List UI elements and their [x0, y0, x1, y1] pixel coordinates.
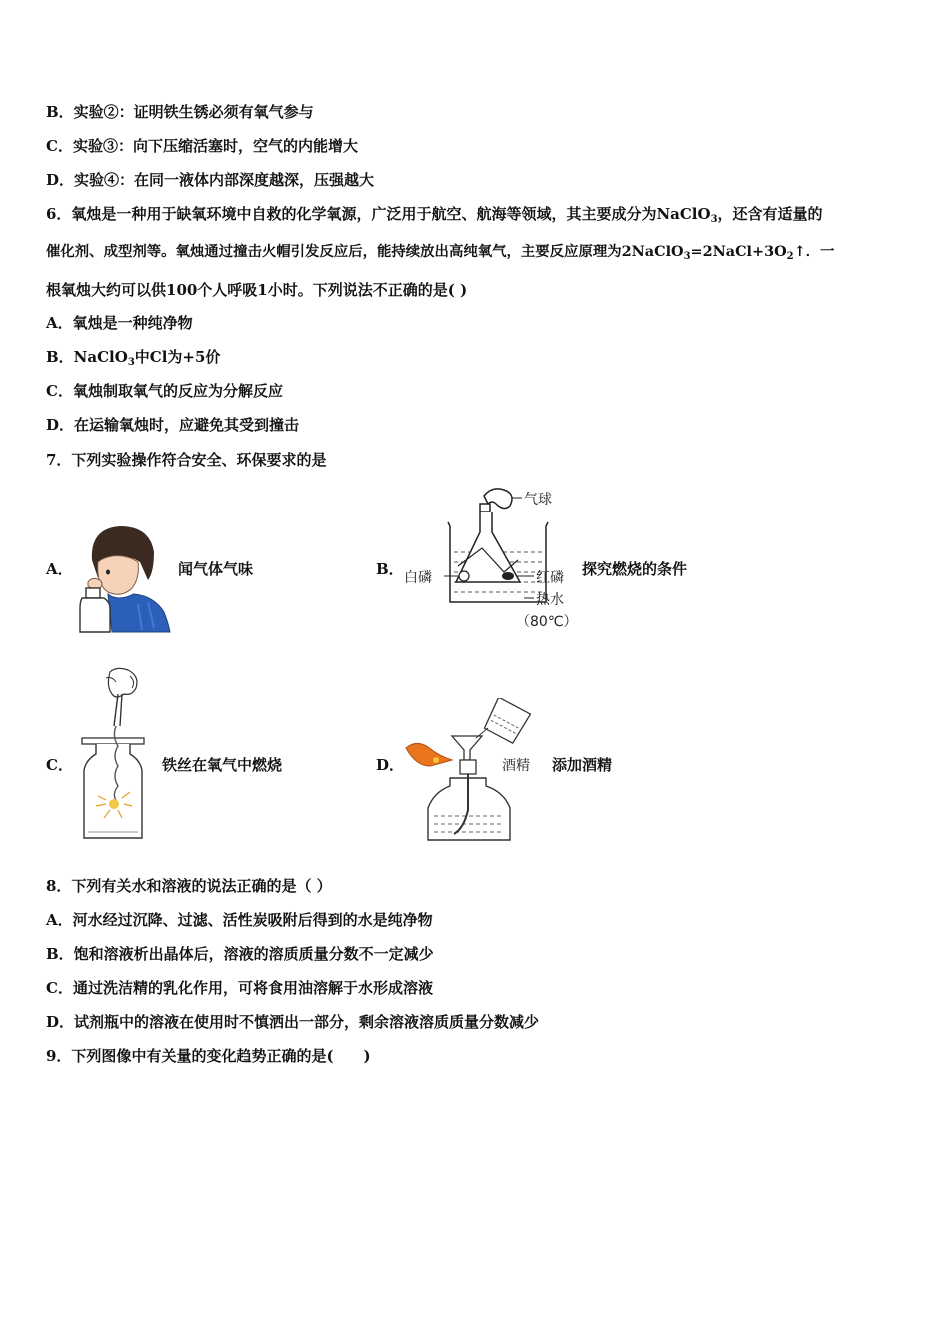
q7-option-d-label: D．: [376, 756, 405, 774]
q7-option-a-caption: 闻气体气味: [178, 560, 254, 578]
q6-option-b: B．NaClO$_3$中Cl为+5价: [46, 348, 221, 368]
iron-wire-burning-figure: [76, 666, 156, 842]
q6-stem-line1: 6．氧烛是一种用于缺氧环境中自救的化学氧源，广泛用于航空、航海等领域，其主要成分为NaClO$_3$，还含有适量的: [46, 205, 823, 225]
q6-stem-line3: 根氧烛大约可以供100个人呼吸1小时。下列说法不正确的是( ): [46, 281, 468, 299]
q7-option-a-label: A．: [46, 560, 73, 578]
q7-option-b-caption: 探究燃烧的条件: [582, 560, 688, 578]
q8-option-a: A．河水经过沉降、过滤、活性炭吸附后得到的水是纯净物: [46, 911, 433, 929]
q6-option-c: C．氧烛制取氧气的反应为分解反应: [46, 382, 283, 400]
balloon-label: 气球: [524, 492, 552, 508]
q9-stem: 9．下列图像中有关量的变化趋势正确的是( ): [46, 1047, 371, 1065]
q7-stem: 7．下列实验操作符合安全、环保要求的是: [46, 451, 327, 469]
q6-stem-line2: 催化剂、成型剂等。氧烛通过撞击火帽引发反应后，能持续放出高纯氧气，主要反应原理为$2NaClO_3=2NaCl+3O_2↑$．一: [46, 243, 835, 262]
temperature-label: （80℃）: [516, 614, 578, 630]
q7-option-c-caption: 铁丝在氧气中燃烧: [162, 756, 283, 774]
white-phosphorus-label: 白磷: [404, 570, 432, 586]
q5-option-b: B．实验②：证明铁生锈必须有氧气参与: [46, 103, 314, 121]
q7-option-c-label: C．: [46, 756, 73, 774]
hot-water-label: 热水: [536, 592, 564, 608]
q6-option-a: A．氧烛是一种纯净物: [46, 314, 193, 332]
adding-alcohol-figure: [404, 698, 538, 842]
q8-option-d: D．试剂瓶中的溶液在使用时不慎洒出一部分，剩余溶液溶质质量分数减少: [46, 1013, 540, 1031]
q8-option-b: B．饱和溶液析出晶体后，溶液的溶质质量分数不一定减少: [46, 945, 434, 963]
q5-option-d: D．实验④：在同一液体内部深度越深，压强越大: [46, 171, 375, 189]
q7-option-b-label: B．: [376, 560, 404, 578]
q8-stem: 8．下列有关水和溶液的说法正确的是（ ）: [46, 877, 332, 895]
q7-option-d-caption: 添加酒精: [552, 756, 613, 774]
smelling-gas-figure: [78, 522, 174, 634]
red-phosphorus-label: 红磷: [536, 570, 564, 586]
q6-option-d: D．在运输氧烛时，应避免其受到撞击: [46, 416, 300, 434]
q5-option-c: C．实验③：向下压缩活塞时，空气的内能增大: [46, 137, 358, 155]
q8-option-c: C．通过洗洁精的乳化作用，可将食用油溶解于水形成溶液: [46, 979, 433, 997]
alcohol-label: 酒精: [502, 758, 530, 774]
combustion-conditions-figure: [400, 486, 580, 632]
